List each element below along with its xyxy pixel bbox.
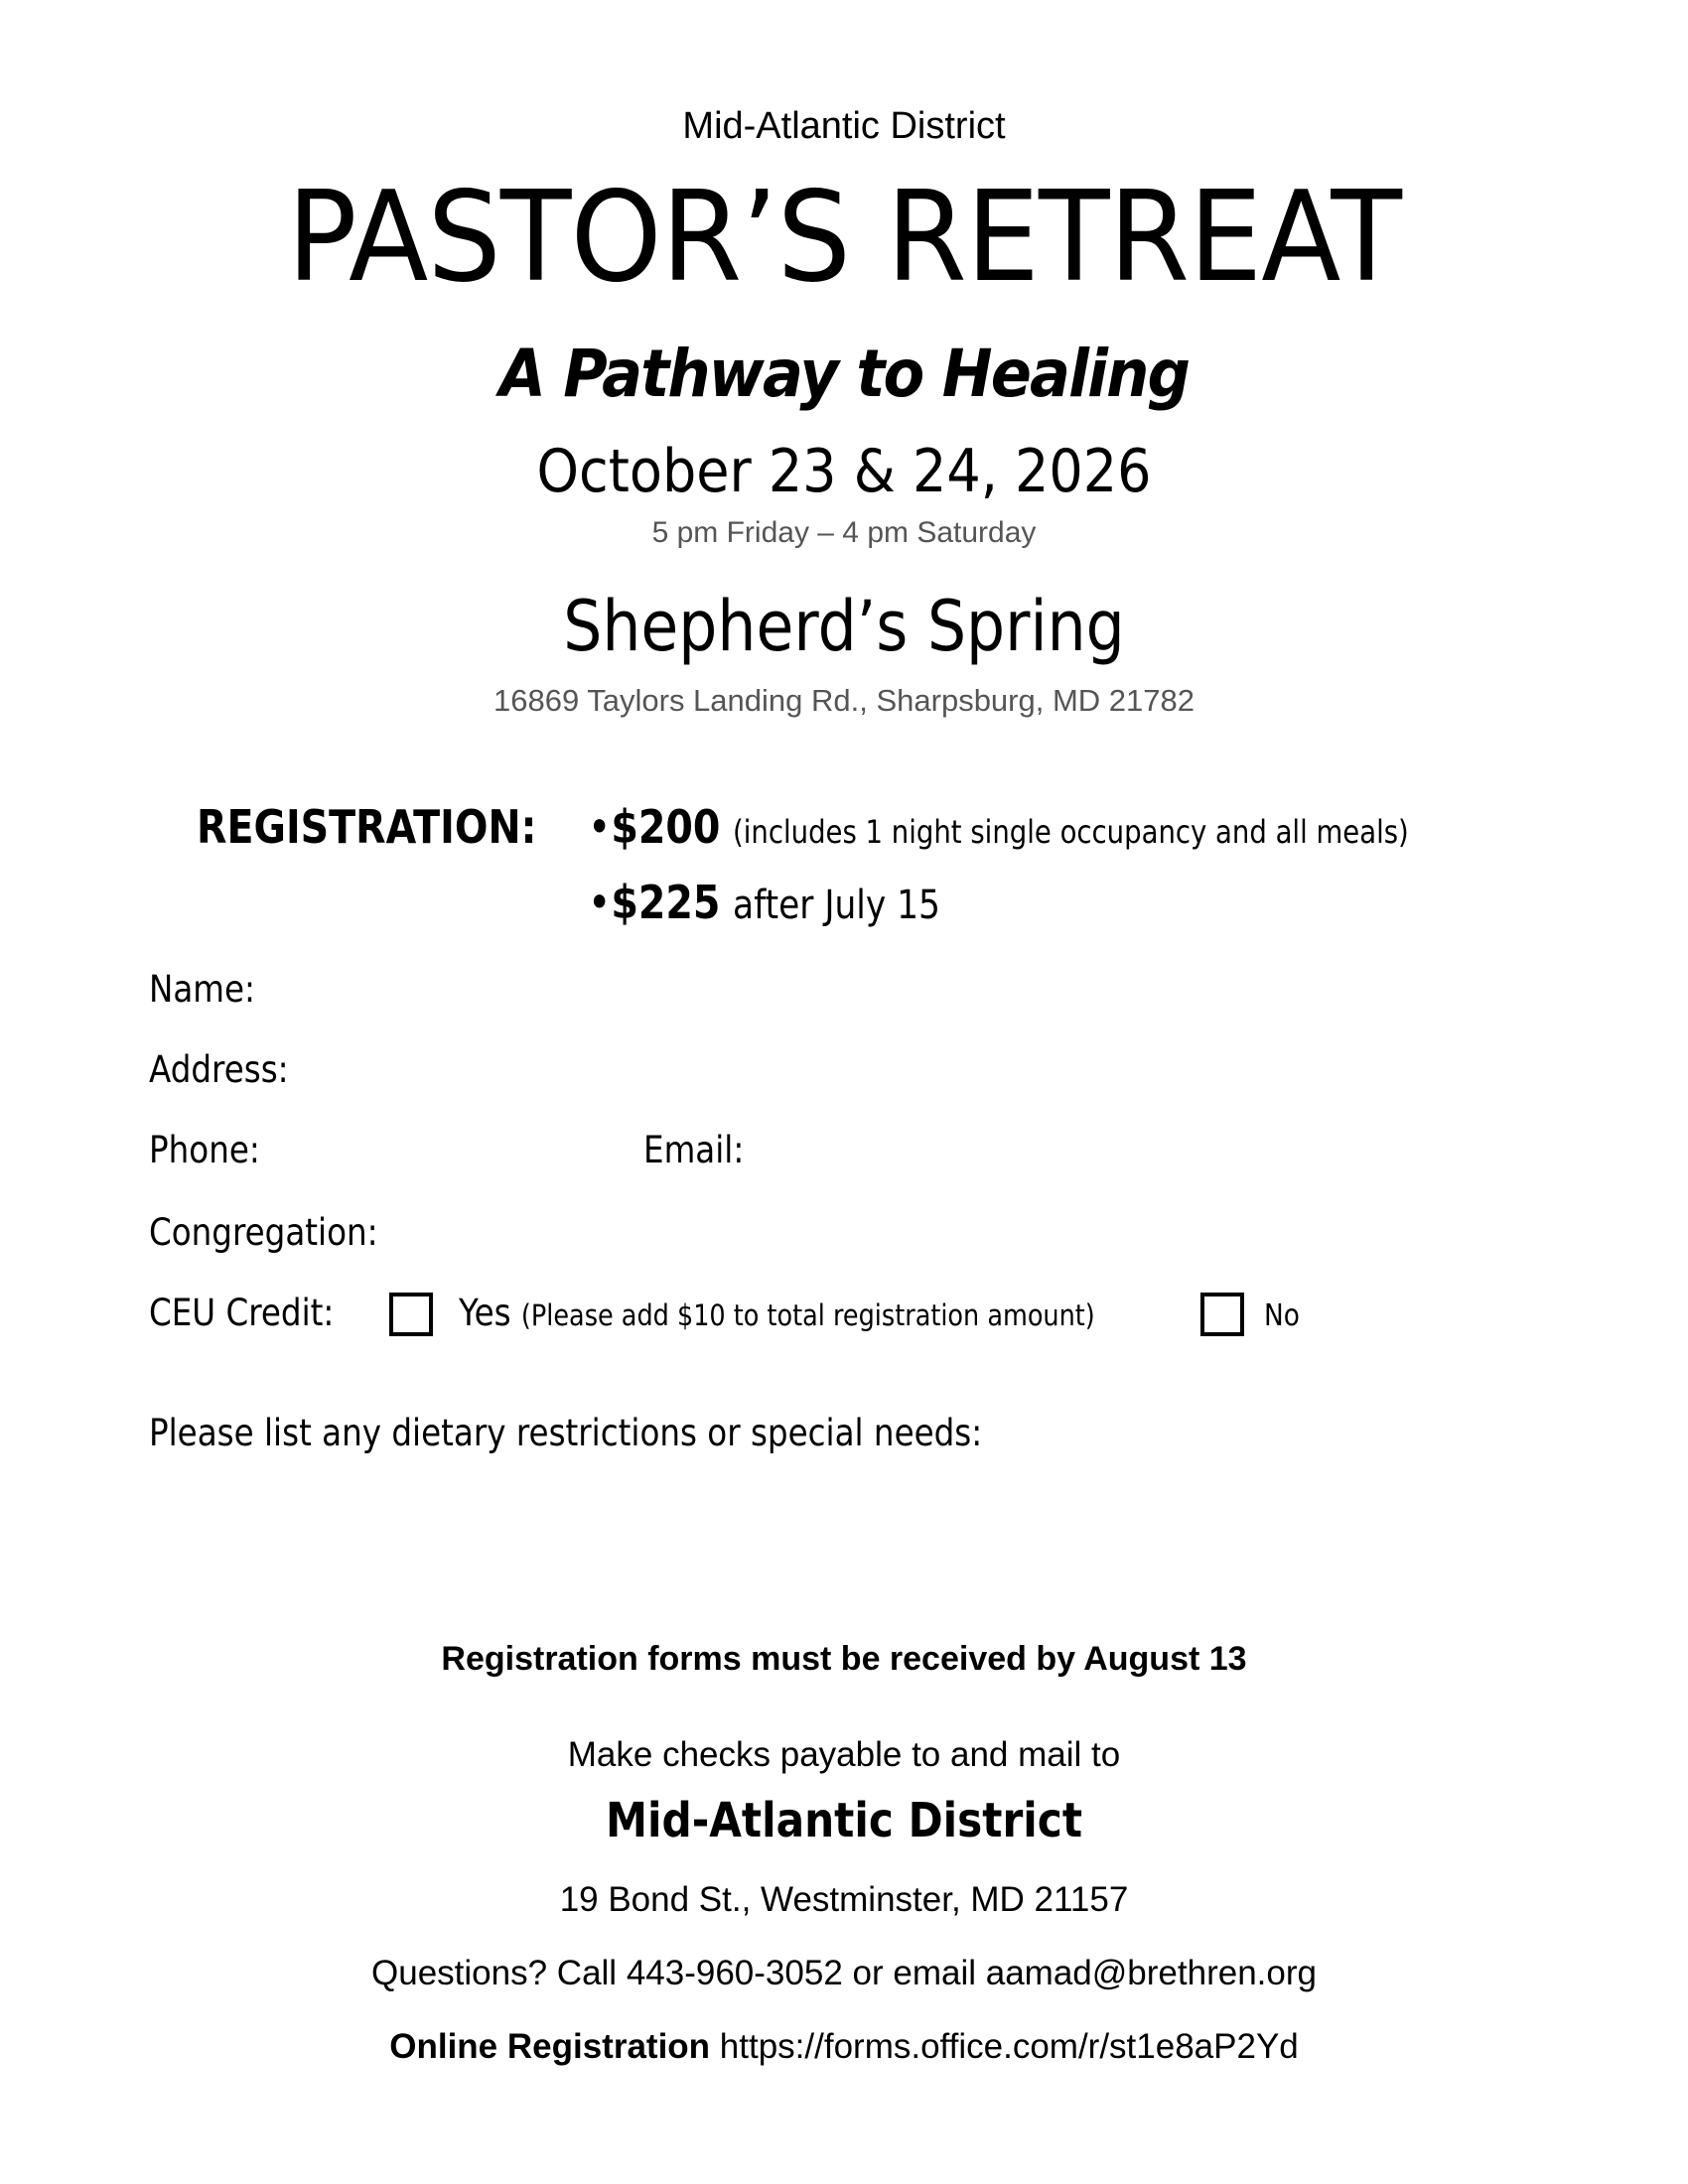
phone-field-label: Phone: [149, 1129, 260, 1171]
address-field-label: Address: [149, 1048, 289, 1091]
option-price: $200 [611, 800, 721, 854]
bullet-icon: • [588, 800, 612, 854]
option-note: (includes 1 night single occupancy and all meals) [733, 813, 1409, 851]
organization-name: Mid-Atlantic District [682, 105, 1006, 147]
option-price: $225 [611, 876, 721, 929]
online-registration-label: Online Registration [389, 2027, 711, 2066]
page-title: PASTOR’S RETREAT [286, 164, 1402, 310]
contact-email-link[interactable]: aamad@brethren.org [985, 1954, 1317, 1992]
dietary-restrictions-label: Please list any dietary restrictions or special needs: [149, 1412, 983, 1454]
questions-prefix: Questions? Call [371, 1954, 618, 1992]
bullet-icon: • [588, 876, 612, 929]
online-registration [0, 2027, 1688, 2067]
ceu-yes-note: (Please add $10 to total registration amount) [520, 1298, 1095, 1332]
mailing-address: 19 Bond St., Westminster, MD 21157 [559, 1880, 1129, 1919]
venue-address: 16869 Taylors Landing Rd., Sharpsburg, MD 21782 [493, 683, 1195, 718]
ceu-yes-option [459, 1292, 1095, 1334]
registration-deadline: Registration forms must be received by August 13 [441, 1640, 1247, 1678]
payee-name: Mid-Atlantic District [605, 1793, 1083, 1848]
registration-option [588, 876, 940, 929]
questions-contact [0, 1954, 1688, 1993]
event-subtitle: A Pathway to Healing [498, 336, 1190, 412]
questions-middle: or email [852, 1954, 977, 1992]
registration-option [588, 800, 1409, 854]
email-field-label: Email: [643, 1129, 745, 1171]
name-field-label: Name: [149, 968, 256, 1011]
ceu-yes-checkbox[interactable] [389, 1293, 433, 1336]
contact-phone: 443-960-3052 [626, 1954, 843, 1992]
registration-label [197, 800, 536, 854]
online-registration-link[interactable]: https://forms.office.com/r/st1e8aP2Yd [719, 2027, 1299, 2066]
venue-name: Shepherd’s Spring [563, 586, 1125, 667]
ceu-credit-label: CEU Credit: [149, 1292, 335, 1334]
congregation-field-label: Congregation: [149, 1211, 378, 1254]
ceu-yes-label: Yes [459, 1292, 511, 1334]
ceu-no-label: No [1264, 1298, 1300, 1333]
option-note: after July 15 [733, 883, 940, 928]
payment-instructions: Make checks payable to and mail to [567, 1735, 1121, 1774]
event-times: 5 pm Friday – 4 pm Saturday [651, 516, 1037, 549]
registration-heading: REGISTRATION: [197, 800, 537, 854]
event-dates: October 23 & 24, 2026 [536, 437, 1152, 506]
ceu-no-checkbox[interactable] [1200, 1293, 1244, 1336]
